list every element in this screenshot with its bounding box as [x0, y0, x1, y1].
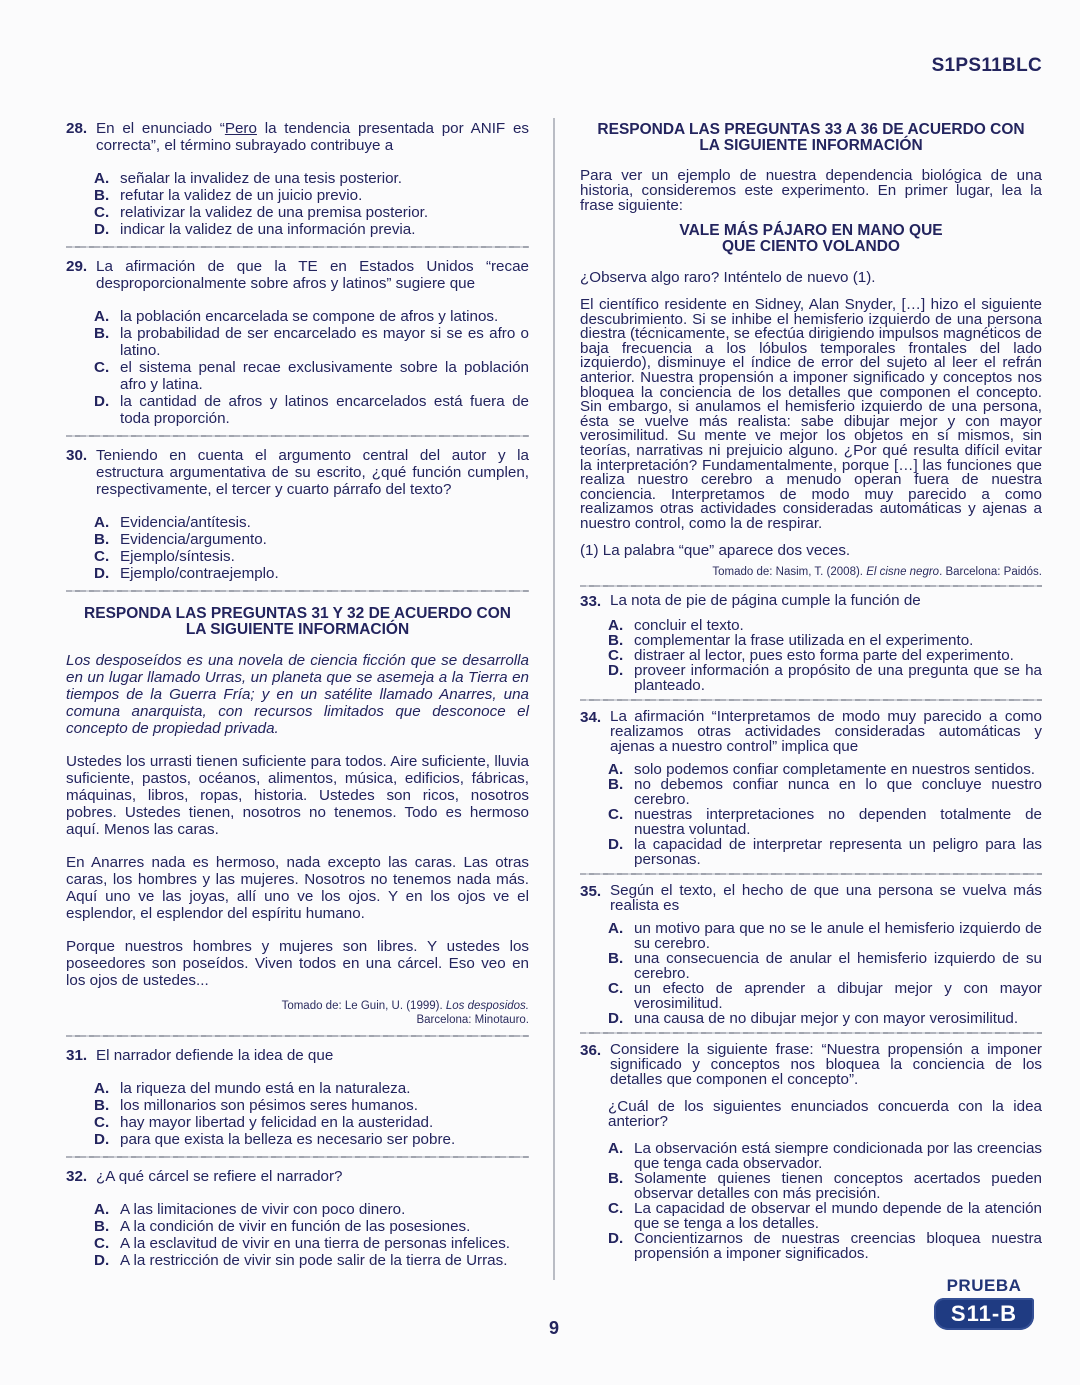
section-heading-33-36 — [580, 122, 1042, 154]
option-text: la riqueza del mundo está en la naturaleza. — [120, 1080, 411, 1097]
option-text: Evidencia/argumento. — [120, 531, 267, 548]
option-text: los millonarios son pésimos seres humanos. — [120, 1097, 418, 1114]
option-b[interactable] — [608, 633, 1042, 648]
citation-publisher: Barcelona: Minotauro. — [416, 1014, 529, 1026]
option-text: hay mayor libertad y felicidad en la austeridad. — [120, 1114, 434, 1131]
passage-paragraph: En Anarres nada es hermoso, nada excepto las caras. Las otras caras, los hombres y las mujeres. Nosotros no tenemos nada más. Aquí uno ve las joyas, allí uno ve los ojos. Y en los ojos ve el esplendor, el esplendor del espíritu humano. — [66, 854, 529, 922]
section-heading-line: RESPONDA LAS PREGUNTAS 31 Y 32 DE ACUERDO CON — [84, 605, 511, 622]
section-heading-line: LA SIGUIENTE INFORMACIÓN — [185, 621, 410, 638]
option-text: una causa de no dibujar mejor y con mayor verosimilitud. — [634, 1009, 1019, 1027]
option-c[interactable] — [94, 1114, 529, 1131]
option-letter: D. — [94, 393, 110, 410]
question-34 — [580, 709, 1042, 867]
option-a[interactable] — [94, 1080, 529, 1097]
option-text: señalar la invalidez de una tesis posterior. — [120, 170, 402, 187]
option-c[interactable] — [608, 648, 1042, 663]
option-a[interactable] — [94, 170, 529, 187]
option-d[interactable] — [608, 1231, 1042, 1261]
badge-label: PRUEBA — [946, 1276, 1022, 1295]
option-d[interactable] — [608, 663, 1042, 693]
option-c[interactable] — [94, 1235, 529, 1252]
column-divider — [553, 118, 555, 1280]
page-number: 9 — [549, 1318, 560, 1338]
question-text: La nota de pie de página cumple la función de — [610, 591, 921, 609]
option-letter: B. — [94, 531, 110, 548]
passage-intro: Para ver un ejemplo de nuestra dependencia biológica de una historia, consideremos este experimento. En primer lugar, lea la frase siguiente: — [580, 167, 1042, 214]
option-text: la cantidad de afros y latinos encarcelados está fuera de toda proporción. — [120, 393, 529, 427]
question-number: 31. — [66, 1047, 88, 1064]
question-28 — [66, 120, 529, 238]
separator — [66, 435, 529, 437]
question-number: 34. — [580, 708, 602, 726]
question-36 — [580, 1042, 1042, 1261]
separator — [580, 699, 1042, 701]
option-letter: D. — [94, 1252, 110, 1269]
left-column — [66, 120, 529, 1269]
option-letter: B. — [94, 1097, 110, 1114]
question-32 — [66, 1168, 529, 1269]
section-heading-31-32 — [66, 606, 529, 638]
question-33 — [580, 593, 1042, 693]
option-letter: B. — [94, 187, 110, 204]
underlined-term: Pero — [224, 120, 257, 137]
option-letter: C. — [94, 1235, 110, 1252]
option-letter: B. — [608, 949, 624, 967]
option-text: no debemos confiar nunca en lo que concluye nuestro cerebro. — [634, 775, 1042, 808]
separator — [580, 873, 1042, 875]
separator — [66, 1035, 529, 1037]
question-text: La afirmación “Interpretamos de modo muy parecido a como realizamos otras actividades consideradas automáticas y ajenas a nuestro control” implica que — [610, 707, 1042, 755]
option-d[interactable] — [94, 393, 529, 427]
option-letter: A. — [94, 1080, 110, 1097]
option-c[interactable] — [608, 807, 1042, 837]
option-b[interactable] — [94, 325, 529, 359]
question-text — [96, 120, 529, 154]
separator — [66, 590, 529, 592]
option-text: Solamente quienes tienen conceptos acertados pueden observar detalles con más precisión. — [634, 1169, 1042, 1202]
option-text: La observación está siempre condicionada por las creencias que tenga cada observador. — [634, 1139, 1042, 1172]
sub-question: ¿Cuál de los siguientes enunciados concuerda con la idea anterior? — [608, 1097, 1042, 1130]
separator — [580, 1032, 1042, 1034]
option-letter: A. — [608, 919, 624, 937]
question-number: 33. — [580, 592, 602, 610]
option-d[interactable] — [94, 565, 529, 582]
passage-prompt: ¿Observa algo raro? Inténtelo de nuevo (1). — [580, 269, 876, 286]
option-text: la capacidad de interpretar representa un peligro para las personas. — [634, 835, 1042, 868]
option-text: una consecuencia de anular el hemisferio izquierdo de su cerebro. — [634, 949, 1042, 982]
option-c[interactable] — [94, 204, 529, 221]
citation-title: El cisne negro — [866, 565, 940, 578]
options-list — [94, 308, 529, 427]
option-letter: D. — [94, 565, 110, 582]
option-a[interactable] — [94, 308, 529, 325]
option-text: Concientizarnos de nuestras creencias bloquea nuestra propensión a imponer significados. — [634, 1229, 1042, 1262]
question-number: 36. — [580, 1041, 602, 1059]
passage-intro: Los desposeídos es una novela de ciencia ficción que se desarrolla en un lugar llamado Urras, un planeta que se asemeja a la Tierra en tiempos de la Guerra Fría; y en un satélite llamado Anarres, una comuna anarquista, con recursos limitados que desconoce el concepto de propiedad privada. — [66, 652, 529, 737]
question-text-suffix: la tendencia presentada por ANIF es correcta”, el término subrayado contribuye a — [96, 120, 529, 154]
badge-code: S11-B — [934, 1298, 1034, 1330]
option-text: concluir el texto. — [634, 616, 744, 634]
passage-paragraph: Porque nuestros hombres y mujeres son libres. Y ustedes los poseedores son poseídos. Viven todos en una cárcel. Eso veo en los ojos de ustedes... — [66, 938, 529, 989]
option-letter: A. — [94, 1201, 110, 1218]
footnote: (1) La palabra “que” aparece dos veces. — [580, 541, 851, 559]
options-list — [608, 1141, 1042, 1261]
option-text: distraer al lector, pues esto forma parte del experimento. — [634, 646, 1014, 664]
question-number: 32. — [66, 1168, 88, 1185]
option-c[interactable] — [94, 548, 529, 565]
proverb-line: QUE CIENTO VOLANDO — [722, 238, 900, 255]
right-column — [580, 122, 1042, 1261]
proverb — [580, 223, 1042, 255]
option-d[interactable] — [94, 1131, 529, 1148]
citation-title: Los desposidos. — [445, 1000, 529, 1012]
option-c[interactable] — [94, 359, 529, 393]
option-letter: D. — [608, 1009, 624, 1027]
option-a[interactable] — [608, 921, 1042, 951]
options-list — [94, 514, 529, 582]
option-text: un motivo para que no se le anule el hemisferio izquierdo de su cerebro. — [634, 919, 1042, 952]
option-letter: B. — [608, 775, 624, 793]
question-number: 29. — [66, 258, 88, 275]
options-list — [608, 921, 1042, 1026]
option-text: Ejemplo/síntesis. — [120, 548, 235, 565]
option-letter: B. — [94, 1218, 110, 1235]
option-text: indicar la validez de una información previa. — [120, 221, 416, 238]
option-letter: C. — [94, 548, 110, 565]
option-letter: A. — [608, 760, 624, 778]
question-35 — [580, 883, 1042, 1026]
question-text: Teniendo en cuenta el argumento central del autor y la estructura argumentativa de su escrito, ¿qué función cumplen, respectivamente, el tercer y cuarto párrafo del texto? — [96, 447, 529, 498]
option-b[interactable] — [94, 531, 529, 548]
test-badge — [932, 1276, 1036, 1330]
option-d[interactable] — [94, 221, 529, 238]
option-b[interactable] — [608, 951, 1042, 981]
option-letter: D. — [94, 221, 110, 238]
passage-body: El científico residente en Sidney, Alan Snyder, […] hizo el siguiente descubrimiento. Si se inhibe el hemisferio izquierdo de una persona diestra (técnicamente, se efectúa dirigiendo impulsos magnéticos de baja frecuencia a los lóbulos temporales frontales del lado izquierdo), disminuye el índice de error del sujeto al leer el refrán anterior. Nuestra propensión a imponer significado y conceptos nos bloquea la conciencia de los detalles que componen el concepto. Sin embargo, si anulamos el hemisferio izquierdo de una persona, ésta se vuelve más realista: sabe dibujar mejor y con mayor verosimilitud. Su mente ve mejor los objetos en sí mismos, sin teorías, narrativas ni prejuicio alguno. ¿Por qué resulta difícil evitar la interpretación? Fundamentalmente, porque […] las funciones que realiza nuestro cerebro a menudo operan fuera de nuestra conciencia. Interpretamos de modo muy parecido a como realizamos otras actividades consideradas automáticas y ajenas a nuestro control, como la de respirar. — [580, 296, 1042, 532]
option-text: Evidencia/antítesis. — [120, 514, 251, 531]
option-b[interactable] — [94, 1218, 529, 1235]
options-list — [608, 618, 1042, 693]
options-list — [94, 170, 529, 238]
option-d[interactable] — [608, 1011, 1042, 1026]
option-a[interactable] — [608, 762, 1042, 777]
option-d[interactable] — [608, 837, 1042, 867]
option-letter: C. — [608, 1199, 624, 1217]
option-b[interactable] — [608, 777, 1042, 807]
option-a[interactable] — [94, 514, 529, 531]
option-text: A la condición de vivir en función de las posesiones. — [120, 1218, 471, 1235]
section-heading-line: LA SIGUIENTE INFORMACIÓN — [699, 137, 923, 154]
option-letter: A. — [94, 170, 110, 187]
passage-paragraph: Ustedes los urrasti tienen suficiente para todos. Aire suficiente, lluvia suficiente, pastos, océanos, alimentos, música, edificios, fábricas, máquinas, libros, ropas, historia. Ustedes son ricos, nosotros pobres. Ustedes tienen, nosotros no tenemos. Todo es hermoso aquí. Menos las caras. — [66, 753, 529, 838]
option-letter: A. — [94, 514, 110, 531]
option-letter: B. — [608, 1169, 624, 1187]
option-text: A las limitaciones de vivir con poco dinero. — [120, 1201, 406, 1218]
option-letter: C. — [94, 359, 110, 376]
options-list — [94, 1201, 529, 1269]
exam-code: S1PS11BLC — [931, 55, 1042, 76]
question-text: ¿A qué cárcel se refiere el narrador? — [96, 1168, 343, 1185]
option-a[interactable] — [608, 618, 1042, 633]
option-text: A la restricción de vivir sin pode salir de la tierra de Urras. — [120, 1252, 508, 1269]
question-text: La afirmación de que la TE en Estados Unidos “recae desproporcionalmente sobre afros y latinos” sugiere que — [96, 258, 529, 292]
option-text: el sistema penal recae exclusivamente sobre la población afro y latina. — [120, 359, 529, 393]
option-letter: C. — [608, 805, 624, 823]
option-a[interactable] — [608, 1141, 1042, 1171]
option-text: la probabilidad de ser encarcelado es mayor si se es afro o latino. — [120, 325, 529, 359]
option-text: proveer información a propósito de una pregunta que se ha planteado. — [634, 661, 1042, 694]
separator — [580, 585, 1042, 587]
option-a[interactable] — [94, 1201, 529, 1218]
option-text: Ejemplo/contraejemplo. — [120, 565, 279, 582]
option-text: A la esclavitud de vivir en una tierra de personas infelices. — [120, 1235, 511, 1252]
option-letter: A. — [608, 616, 624, 634]
options-list — [94, 1080, 529, 1148]
question-number: 28. — [66, 120, 88, 137]
question-31 — [66, 1047, 529, 1148]
option-letter: D. — [608, 1229, 624, 1247]
citation-source: Tomado de: Le Guin, U. (1999). — [281, 1000, 446, 1012]
question-number: 30. — [66, 447, 88, 464]
separator — [66, 1156, 529, 1158]
option-letter: C. — [94, 1114, 110, 1131]
question-text: Considere la siguiente frase: “Nuestra propensión a imponer significado y conceptos nos bloquea la conciencia de los detalles que componen el concepto”. — [610, 1040, 1042, 1088]
option-letter: A. — [94, 308, 110, 325]
option-text: nuestras interpretaciones no dependen totalmente de nuestra voluntad. — [634, 805, 1042, 838]
option-b[interactable] — [94, 1097, 529, 1114]
section-heading-line: RESPONDA LAS PREGUNTAS 33 A 36 DE ACUERDO CON — [597, 121, 1025, 138]
options-list — [608, 762, 1042, 867]
option-text: complementar la frase utilizada en el experimento. — [634, 631, 974, 649]
citation-publisher: . Barcelona: Paidós. — [939, 565, 1042, 578]
option-text: La capacidad de observar el mundo depende de la atención que se tenga a los detalles. — [634, 1199, 1042, 1232]
question-text: El narrador defiende la idea de que — [96, 1047, 334, 1064]
option-letter: B. — [608, 631, 624, 649]
option-text: un efecto de aprender a dibujar mejor y con mayor verosimilitud. — [634, 979, 1042, 1012]
option-letter: C. — [94, 204, 110, 221]
question-text: Según el texto, el hecho de que una persona se vuelva más realista es — [610, 881, 1042, 914]
proverb-line: VALE MÁS PÁJARO EN MANO QUE — [679, 222, 943, 239]
option-letter: D. — [94, 1131, 110, 1148]
question-30 — [66, 447, 529, 582]
citation-source: Tomado de: Nasim, T. (2008). — [712, 565, 867, 578]
option-b[interactable] — [94, 187, 529, 204]
option-letter: C. — [608, 646, 624, 664]
option-b[interactable] — [608, 1171, 1042, 1201]
option-letter: D. — [608, 661, 624, 679]
option-letter: D. — [608, 835, 624, 853]
option-text: solo podemos confiar completamente en nuestros sentidos. — [634, 760, 1036, 778]
option-d[interactable] — [94, 1252, 529, 1269]
option-text: refutar la validez de un juicio previo. — [120, 187, 363, 204]
option-text: la población encarcelada se compone de afros y latinos. — [120, 308, 499, 325]
option-text: para que exista la belleza es necesario ser pobre. — [120, 1131, 456, 1148]
separator — [66, 246, 529, 248]
question-number: 35. — [580, 882, 602, 900]
option-letter: C. — [608, 979, 624, 997]
citation — [66, 999, 529, 1027]
option-letter: A. — [608, 1139, 624, 1157]
question-text-prefix: En el enunciado “ — [96, 120, 225, 137]
option-text: relativizar la validez de una premisa posterior. — [120, 204, 429, 221]
option-c[interactable] — [608, 1201, 1042, 1231]
option-letter: B. — [94, 325, 110, 342]
option-c[interactable] — [608, 981, 1042, 1011]
citation — [580, 565, 1042, 579]
question-29 — [66, 258, 529, 427]
